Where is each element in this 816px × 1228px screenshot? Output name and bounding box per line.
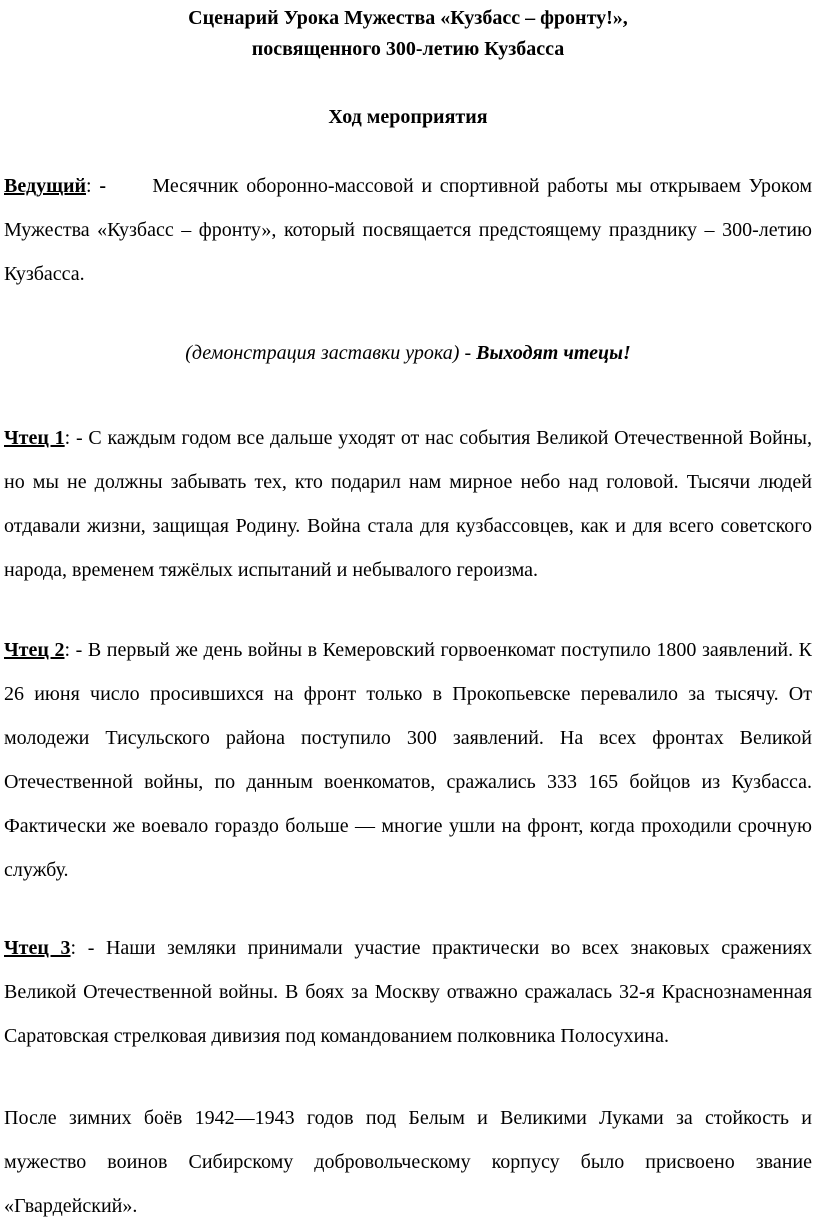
reader-1-separator: : - (64, 427, 89, 449)
reader-2-speaker-label: Чтец 2 (4, 639, 65, 661)
reader-1-paragraph (4, 416, 812, 592)
reader-1-speaker-label: Чтец 1 (4, 427, 65, 449)
stage-italic-text: (демонстрация заставки урока) (185, 342, 460, 364)
document-title-line-1: Сценарий Урока Мужества «Кузбасс – фронту!», (188, 7, 628, 29)
reader-3-separator: : - (70, 937, 106, 959)
host-paragraph (4, 164, 812, 296)
reader-3-speaker-label: Чтец 3 (4, 937, 71, 959)
host-dash: - (99, 175, 114, 197)
reader-2-separator: : - (64, 639, 88, 661)
document-title-line-2: посвященного 300-летию Кузбасса (251, 38, 565, 60)
reader-2-paragraph (4, 628, 812, 892)
closing-paragraph (4, 1096, 812, 1228)
closing-text: После зимних боёв 1942—1943 годов под Белым и Великими Луками за стойкость и мужество воинов Сибирскому добровольческому корпусу было присвоено звание «Гвардейский». (4, 1107, 812, 1217)
reader-2-text: В первый же день войны в Кемеровский горвоенкомат поступило 1800 заявлений. К 26 июня число просившихся на фронт только в Прокопьевске перевалило за тысячу. От молодежи Тисульского района поступило 300 заявлений. На всех фронтах Великой Отечественной войны, по данным военкоматов, сражались 333 165 бойцов из Кузбасса. Фактически же воевало гораздо больше — многие ушли на фронт, когда проходили срочную службу. (4, 639, 813, 881)
stage-dash: - (459, 342, 477, 364)
reader-3-paragraph (4, 926, 812, 1058)
reader-1-text: С каждым годом все дальше уходят от нас события Великой Отечественной Войны, но мы не должны забывать тех, кто подарил нам мирное небо над головой. Тысячи людей отдавали жизни, защищая Родину. Война стала для кузбассовцев, как и для всего советского народа, временем тяжёлых испытаний и небывалого героизма. (4, 427, 812, 581)
stage-direction (0, 338, 816, 368)
host-speaker-label: Ведущий (4, 175, 87, 197)
host-separator: : (86, 175, 100, 197)
reader-3-text: Наши земляки принимали участие практически во всех знаковых сражениях Великой Отечественной войны. В боях за Москву отважно сражалась 32-я Краснознаменная Саратовская стрелковая дивизия под командованием полковника Полосухина. (4, 937, 813, 1047)
section-heading: Ход мероприятия (328, 106, 488, 128)
host-text: Месячник оборонно-массовой и спортивной работы мы открываем Уроком Мужества «Кузбасс – фронту», который посвящается предстоящему празднику – 300-летию Кузбасса. (4, 175, 812, 285)
stage-bold-text: Выходят чтецы! (476, 342, 631, 364)
